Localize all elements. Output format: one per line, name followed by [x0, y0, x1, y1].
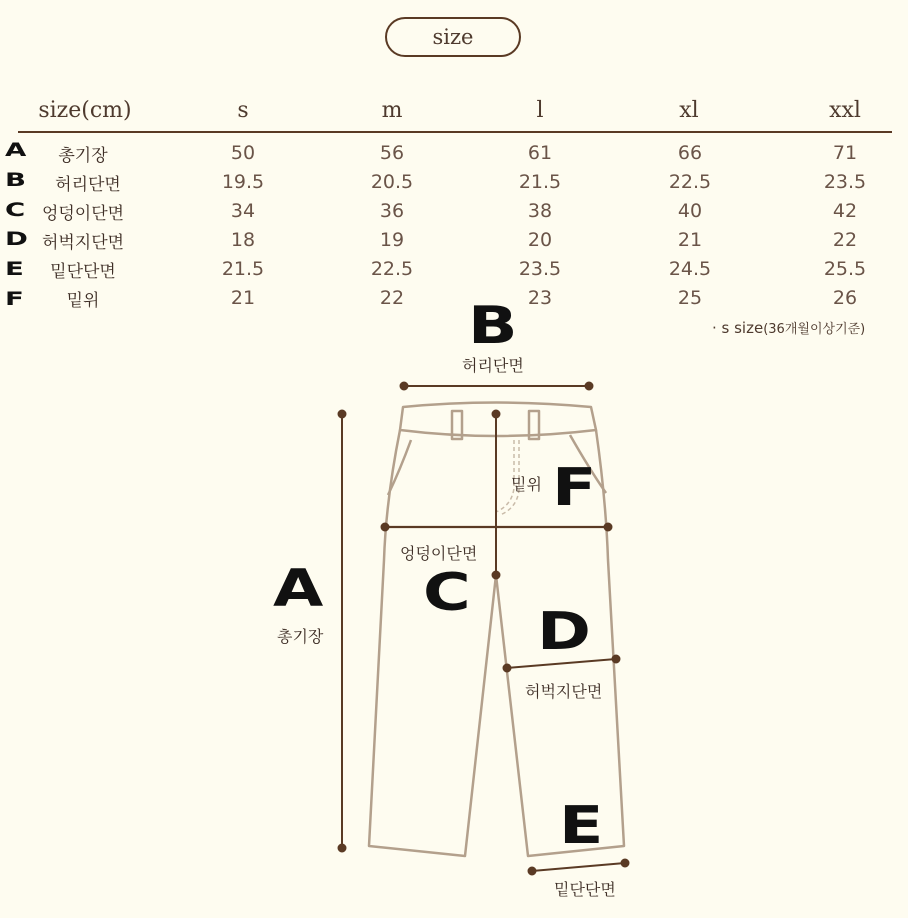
table-cell: 50 — [230, 142, 256, 164]
diagram-letter-f: F — [552, 458, 597, 518]
header-xxl: xxl — [829, 98, 861, 123]
table-cell: 18 — [230, 229, 256, 251]
pants-waistband — [400, 403, 596, 437]
table-cell: 42 — [832, 200, 858, 222]
header-l: l — [536, 98, 544, 123]
diagram-letter-b: B — [468, 296, 518, 356]
table-cell: 23.5 — [823, 171, 867, 193]
header-m: m — [381, 98, 403, 123]
table-cell: 22.5 — [370, 258, 414, 280]
row-letter: E — [5, 258, 24, 280]
table-cell: 66 — [677, 142, 703, 164]
table-cell: 61 — [527, 142, 553, 164]
diagram-label-c: 엉덩이단면 — [400, 544, 478, 563]
row-label: 밑위 — [66, 291, 100, 311]
table-cell: 22 — [379, 287, 405, 309]
size-note-prefix: · s size — [712, 319, 764, 337]
table-cell: 22 — [832, 229, 858, 251]
header-size-cm: size(cm) — [38, 98, 132, 123]
row-letter: D — [5, 228, 28, 250]
table-cell: 21 — [230, 287, 256, 309]
table-cell: 38 — [527, 200, 553, 222]
table-cell: 20.5 — [370, 171, 414, 193]
diagram-letter-d: D — [537, 602, 591, 662]
table-cell: 19.5 — [221, 171, 265, 193]
table-cell: 40 — [677, 200, 703, 222]
diagram-label-f: 밑위 — [511, 475, 542, 494]
row-label: 총기장 — [58, 146, 108, 166]
diagram-letter-a: A — [273, 559, 324, 619]
table-cell: 21 — [677, 229, 703, 251]
table-cell: 23 — [527, 287, 553, 309]
diagram-letter-e: E — [559, 796, 604, 856]
row-label: 밑단단면 — [50, 262, 116, 282]
size-title: size — [432, 25, 474, 49]
table-cell: 20 — [527, 229, 553, 251]
diagram-label-e: 밑단단면 — [554, 880, 616, 899]
table-cell: 34 — [230, 200, 256, 222]
header-xl: xl — [679, 98, 699, 123]
diagram-label-a: 총기장 — [277, 627, 324, 646]
row-label: 엉덩이단면 — [41, 204, 125, 224]
row-letter: A — [5, 139, 27, 161]
table-cell: 21.5 — [518, 171, 562, 193]
row-label: 허리단면 — [55, 175, 121, 195]
row-letter: C — [5, 199, 26, 221]
diagram-label-d: 허벅지단면 — [525, 682, 603, 701]
table-cell: 24.5 — [668, 258, 712, 280]
row-label: 허벅지단면 — [41, 233, 125, 253]
table-cell: 26 — [832, 287, 858, 309]
table-cell: 71 — [832, 142, 858, 164]
table-cell: 25 — [677, 287, 703, 309]
diagram-label-b: 허리단면 — [462, 356, 524, 375]
table-cell: 56 — [379, 142, 405, 164]
table-cell: 36 — [379, 200, 405, 222]
header-s: s — [237, 98, 249, 123]
table-cell: 19 — [379, 229, 405, 251]
diagram-letter-c: C — [423, 563, 471, 623]
table-cell: 25.5 — [823, 258, 867, 280]
row-letter: B — [5, 169, 27, 191]
table-cell: 23.5 — [518, 258, 562, 280]
table-cell: 21.5 — [221, 258, 265, 280]
table-cell: 22.5 — [668, 171, 712, 193]
row-letter: F — [5, 288, 24, 310]
size-note-suffix: (36개월이상기준) — [763, 322, 866, 337]
